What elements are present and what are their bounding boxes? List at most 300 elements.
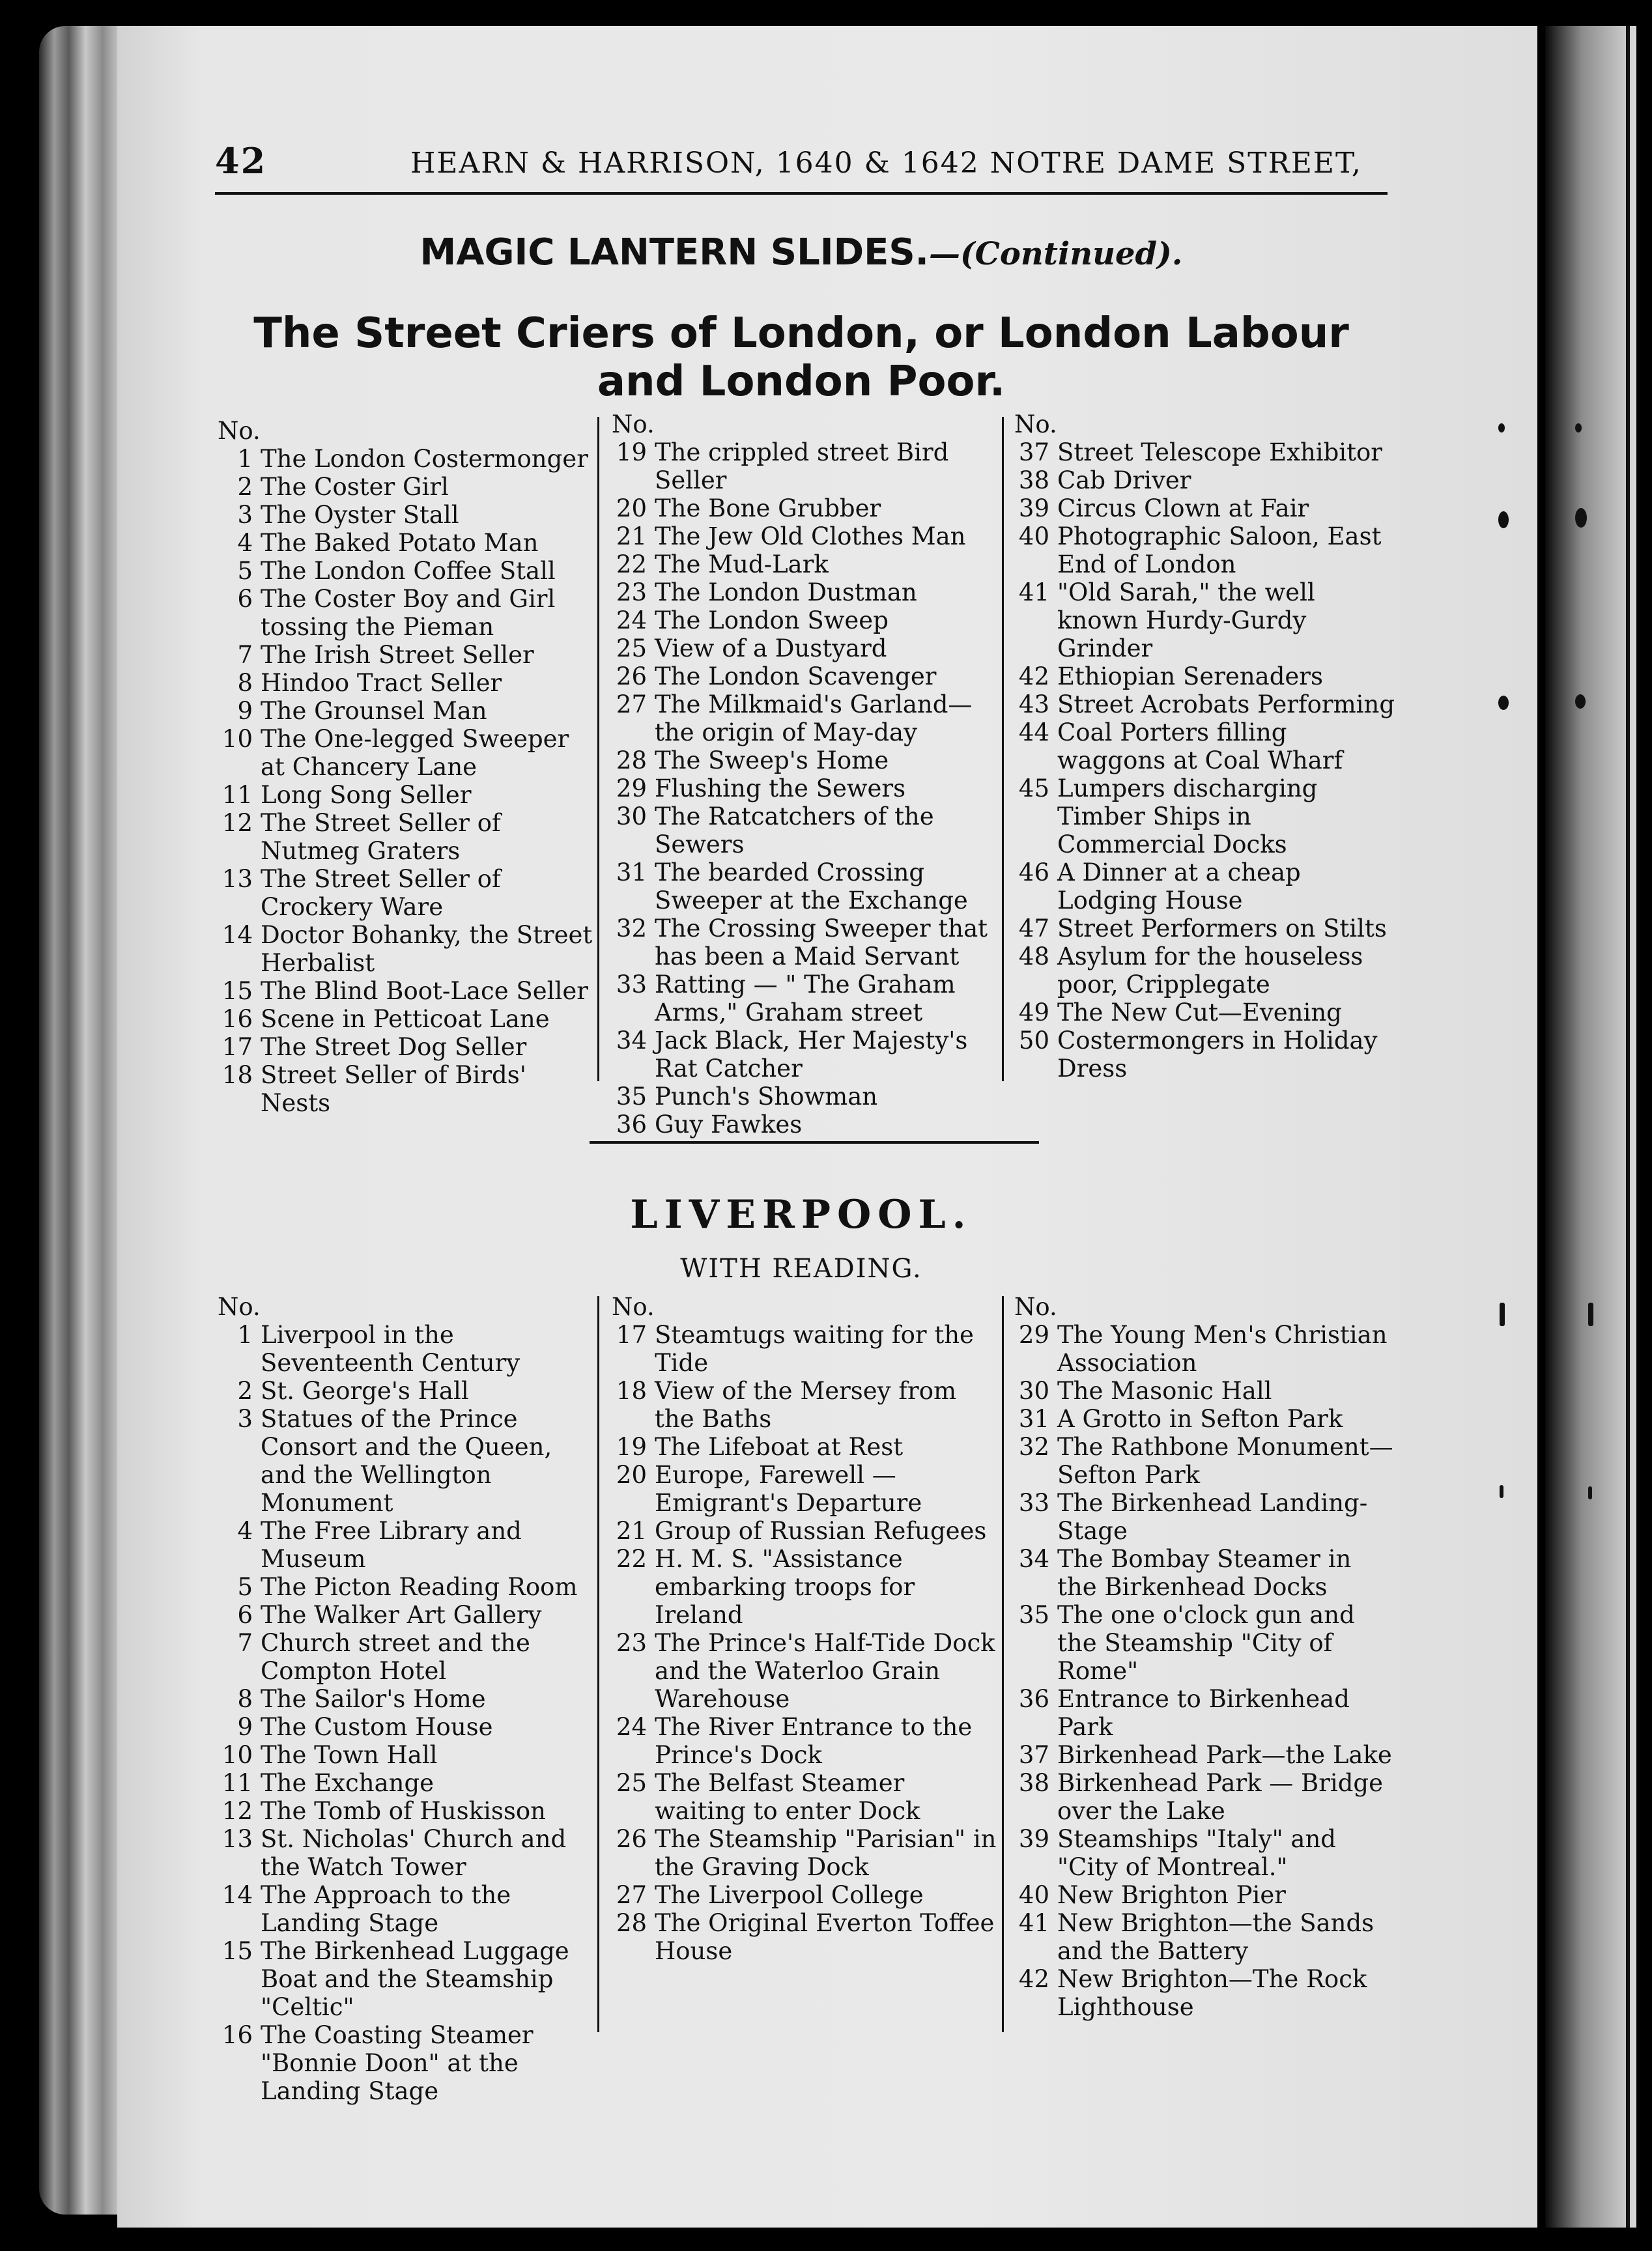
list-item: [1012, 1909, 1396, 1965]
item-number: 12: [221, 1797, 253, 1825]
item-title: The Sweep's Home: [655, 746, 889, 774]
item-number: 4: [237, 1517, 253, 1545]
item-title: Flushing the Sewers: [655, 774, 906, 802]
list-item: [1012, 578, 1396, 662]
item-number: 15: [221, 977, 253, 1005]
list-item: [1012, 1026, 1396, 1083]
item-number: 2: [237, 473, 253, 501]
item-number: 35: [1018, 1601, 1049, 1629]
item-number: 20: [616, 1461, 647, 1489]
item-number: 10: [221, 725, 253, 753]
item-number: 19: [616, 1433, 647, 1461]
list-item: [215, 1517, 593, 1573]
item-title: The Coasting Steamer "Bonnie Doon" at the Landing Stage: [261, 2021, 534, 2105]
list-item: [215, 1321, 593, 1377]
list-item: [215, 1797, 593, 1825]
list-item: [215, 529, 593, 557]
item-number: 24: [616, 606, 647, 634]
item-title: Punch's Showman: [655, 1083, 878, 1111]
column-header: No.: [1014, 410, 1057, 438]
item-title: Ratting — " The Graham Arms," Graham street: [655, 970, 956, 1026]
item-number: 31: [616, 858, 647, 886]
item-title: Street Telescope Exhibitor: [1057, 438, 1382, 466]
london-column-2: [609, 410, 1000, 1139]
item-number: 32: [616, 914, 647, 942]
list-item: [1012, 1489, 1396, 1545]
item-title: The Walker Art Gallery: [261, 1601, 542, 1629]
publisher-line: HEARN & HARRISON, 1640 & 1642 NOTRE DAME STREET,: [410, 147, 1362, 180]
list-item: [609, 970, 1000, 1026]
item-title: Street Performers on Stilts: [1057, 914, 1387, 942]
item-number: 47: [1018, 914, 1049, 942]
item-title: The Tomb of Huskisson: [261, 1797, 546, 1825]
list-item: [609, 1629, 1000, 1713]
item-title: Statues of the Prince Consort and the Queen, and the Wellington Monument: [261, 1405, 552, 1517]
item-title: New Brighton—the Sands and the Battery: [1057, 1909, 1374, 1965]
item-number: 4: [237, 529, 253, 557]
list-item: [1012, 858, 1396, 914]
item-number: 10: [221, 1741, 253, 1769]
item-number: 8: [237, 1685, 253, 1713]
item-number: 5: [237, 1573, 253, 1601]
item-number: 48: [1018, 942, 1049, 970]
list-item: [1012, 774, 1396, 858]
list-item: [609, 690, 1000, 746]
item-number: 29: [616, 774, 647, 802]
item-number: 18: [616, 1377, 647, 1405]
item-title: The Oyster Stall: [261, 501, 459, 529]
item-number: 28: [616, 746, 647, 774]
item-title: The Birkenhead Landing-Stage: [1057, 1489, 1368, 1545]
item-title: The Birkenhead Luggage Boat and the Steamship "Celtic": [261, 1937, 569, 2021]
item-title: The Original Everton Toffee House: [655, 1909, 995, 1965]
list-item: [215, 1741, 593, 1769]
item-title: The Belfast Steamer waiting to enter Dock: [655, 1769, 920, 1825]
running-header: [215, 140, 1388, 186]
item-title: The Sailor's Home: [261, 1685, 486, 1713]
liverpool-column-1: [215, 1293, 593, 2105]
page-number: 42: [215, 140, 267, 182]
list-item: [1012, 494, 1396, 522]
item-title: The Prince's Half-Tide Dock and the Waterloo Grain Warehouse: [655, 1629, 995, 1713]
list-item: [215, 1937, 593, 2021]
item-title: Steamtugs waiting for the Tide: [655, 1321, 974, 1377]
item-title: The Street Seller of Crockery Ware: [261, 865, 501, 921]
list-item: [215, 921, 593, 977]
item-number: 3: [237, 501, 253, 529]
item-title: Liverpool in the Seventeenth Century: [261, 1321, 520, 1377]
item-title: Scene in Petticoat Lane: [261, 1005, 550, 1033]
item-title: The Bombay Steamer in the Birkenhead Docks: [1057, 1545, 1352, 1601]
item-title: Street Seller of Birds' Nests: [261, 1061, 526, 1117]
list-item: [215, 1061, 593, 1117]
item-number: 11: [221, 1769, 253, 1797]
list-item: [1012, 1685, 1396, 1741]
item-title: The Street Seller of Nutmeg Graters: [261, 809, 501, 865]
list-item: [215, 1033, 593, 1061]
item-title: The Blind Boot-Lace Seller: [261, 977, 588, 1005]
list-item: [215, 1629, 593, 1685]
item-number: 22: [616, 550, 647, 578]
list-item: [215, 1769, 593, 1797]
item-number: 27: [616, 1881, 647, 1909]
list-item: [609, 858, 1000, 914]
item-title: Doctor Bohanky, the Street Herbalist: [261, 921, 593, 977]
item-title: Ethiopian Serenaders: [1057, 662, 1323, 690]
item-title: Jack Black, Her Majesty's Rat Catcher: [655, 1026, 968, 1083]
section-divider-rule: [590, 1141, 1039, 1144]
list-item: [609, 1083, 1000, 1111]
list-item: [1012, 998, 1396, 1026]
list-item: [1012, 690, 1396, 718]
list-item: [1012, 914, 1396, 942]
list-item: [1012, 1321, 1396, 1377]
item-title: The Custom House: [261, 1713, 493, 1741]
item-number: 19: [616, 438, 647, 466]
item-title: Entrance to Birkenhead Park: [1057, 1685, 1350, 1741]
item-number: 23: [616, 578, 647, 606]
item-number: 45: [1018, 774, 1049, 802]
item-title: The River Entrance to the Prince's Dock: [655, 1713, 973, 1769]
item-number: 26: [616, 662, 647, 690]
item-title: Group of Russian Refugees: [655, 1517, 987, 1545]
column-divider: [1002, 1296, 1004, 2032]
item-title: The Picton Reading Room: [261, 1573, 578, 1601]
item-title: The Grounsel Man: [261, 697, 487, 725]
item-title: The Free Library and Museum: [261, 1517, 522, 1573]
list-item: [215, 865, 593, 921]
london-column-3: [1012, 410, 1396, 1083]
column-header: No.: [218, 417, 261, 445]
item-number: 36: [1018, 1685, 1049, 1713]
item-number: 33: [1018, 1489, 1049, 1517]
list-item: [215, 473, 593, 501]
item-number: 20: [616, 494, 647, 522]
item-number: 16: [221, 1005, 253, 1033]
item-number: 27: [616, 690, 647, 718]
list-item: [609, 746, 1000, 774]
list-item: [1012, 1601, 1396, 1685]
item-title: The London Dustman: [655, 578, 917, 606]
list-item: [609, 578, 1000, 606]
list-item: [609, 774, 1000, 802]
item-title: Costermongers in Holiday Dress: [1057, 1026, 1378, 1083]
item-number: 41: [1018, 578, 1049, 606]
item-number: 14: [221, 921, 253, 949]
item-title: Photographic Saloon, East End of London: [1057, 522, 1382, 578]
list-item: [609, 1881, 1000, 1909]
item-title: A Grotto in Sefton Park: [1057, 1405, 1343, 1433]
list-item: [1012, 1545, 1396, 1601]
liverpool-column-3: [1012, 1293, 1396, 2021]
item-title: St. George's Hall: [261, 1377, 469, 1405]
list-item: [609, 634, 1000, 662]
item-title: The Crossing Sweeper that has been a Maid Servant: [655, 914, 988, 970]
list-item: [609, 1769, 1000, 1825]
item-number: 26: [616, 1825, 647, 1853]
list-item: [215, 1005, 593, 1033]
item-title: The New Cut—Evening: [1057, 998, 1342, 1026]
item-title: Hindoo Tract Seller: [261, 669, 502, 697]
item-title: The Rathbone Monument—Sefton Park: [1057, 1433, 1393, 1489]
liverpool-column-2: [609, 1293, 1000, 1965]
item-number: 1: [237, 1321, 253, 1349]
list-item: [609, 1433, 1000, 1461]
item-title: Guy Fawkes: [655, 1111, 803, 1139]
list-item: [609, 550, 1000, 578]
column-divider: [597, 1296, 599, 2032]
item-title: The Approach to the Landing Stage: [261, 1881, 511, 1937]
item-title: St. Nicholas' Church and the Watch Tower: [261, 1825, 567, 1881]
item-title: The Young Men's Christian Association: [1057, 1321, 1388, 1377]
item-number: 37: [1018, 438, 1049, 466]
item-title: The Lifeboat at Rest: [655, 1433, 904, 1461]
list-item: [609, 662, 1000, 690]
list-item: [215, 501, 593, 529]
item-number: 39: [1018, 494, 1049, 522]
item-number: 33: [616, 970, 647, 998]
list-item: [215, 1881, 593, 1937]
item-title: New Brighton Pier: [1057, 1881, 1286, 1909]
item-title: The Coster Girl: [261, 473, 449, 501]
item-number: 22: [616, 1545, 647, 1573]
item-number: 3: [237, 1405, 253, 1433]
list-item: [609, 1321, 1000, 1377]
list-item: [609, 1377, 1000, 1433]
list-item: [215, 1377, 593, 1405]
item-title: The One-legged Sweeper at Chancery Lane: [261, 725, 569, 781]
item-number: 17: [221, 1033, 253, 1061]
list-item: [1012, 1881, 1396, 1909]
list-item: [609, 1545, 1000, 1629]
item-title: Street Acrobats Performing: [1057, 690, 1395, 718]
item-number: 49: [1018, 998, 1049, 1026]
item-number: 28: [616, 1909, 647, 1937]
item-number: 34: [616, 1026, 647, 1055]
item-number: 8: [237, 669, 253, 697]
item-title: The Coster Boy and Girl tossing the Pieman: [261, 585, 556, 641]
list-item: [215, 809, 593, 865]
item-number: 44: [1018, 718, 1049, 746]
list-item: [1012, 1433, 1396, 1489]
item-number: 43: [1018, 690, 1049, 718]
list-item: [215, 1685, 593, 1713]
item-number: 13: [221, 865, 253, 893]
item-title: Circus Clown at Fair: [1057, 494, 1309, 522]
item-number: 29: [1018, 1321, 1049, 1349]
item-title: View of a Dustyard: [655, 634, 887, 662]
list-item: [609, 1825, 1000, 1881]
item-number: 25: [616, 1769, 647, 1797]
item-number: 5: [237, 557, 253, 585]
list-item: [609, 1517, 1000, 1545]
item-title: The one o'clock gun and the Steamship "City of Rome": [1057, 1601, 1355, 1685]
item-number: 12: [221, 809, 253, 837]
list-item: [609, 914, 1000, 970]
list-item: [215, 1713, 593, 1741]
item-number: 9: [237, 1713, 253, 1741]
item-title: The London Costermonger: [261, 445, 588, 473]
list-item: [1012, 466, 1396, 494]
item-number: 31: [1018, 1405, 1049, 1433]
list-item: [215, 781, 593, 809]
item-title: The Liverpool College: [655, 1881, 924, 1909]
column-header: No.: [612, 410, 655, 438]
list-item: [1012, 718, 1396, 774]
list-item: [1012, 942, 1396, 998]
liverpool-subtitle: WITH READING.: [680, 1254, 922, 1284]
item-number: 42: [1018, 1965, 1049, 1993]
item-number: 38: [1018, 466, 1049, 494]
item-number: 35: [616, 1083, 647, 1111]
item-title: The Bone Grubber: [655, 494, 881, 522]
item-number: 30: [1018, 1377, 1049, 1405]
item-title: "Old Sarah," the well known Hurdy-Gurdy Grinder: [1057, 578, 1315, 662]
item-title: The Ratcatchers of the Sewers: [655, 802, 934, 858]
item-number: 6: [237, 1601, 253, 1629]
book-binding-edge: [39, 26, 124, 2215]
column-header: No.: [218, 1293, 261, 1321]
item-number: 21: [616, 522, 647, 550]
item-number: 32: [1018, 1433, 1049, 1461]
list-item: [215, 725, 593, 781]
list-item: [1012, 1965, 1396, 2021]
item-number: 50: [1018, 1026, 1049, 1055]
section-title: [215, 231, 1388, 274]
item-title: The Masonic Hall: [1057, 1377, 1272, 1405]
item-number: 2: [237, 1377, 253, 1405]
list-item: [215, 669, 593, 697]
item-number: 37: [1018, 1741, 1049, 1769]
item-title: The Steamship "Parisian" in the Graving Dock: [655, 1825, 997, 1881]
item-title: Cab Driver: [1057, 466, 1191, 494]
item-title: The London Coffee Stall: [261, 557, 556, 585]
section-continued: —(Continued).: [928, 236, 1183, 272]
list-item: [215, 641, 593, 669]
item-number: 41: [1018, 1909, 1049, 1937]
item-number: 14: [221, 1881, 253, 1909]
item-number: 6: [237, 585, 253, 613]
item-title: Long Song Seller: [261, 781, 472, 809]
item-number: 34: [1018, 1545, 1049, 1573]
item-number: 40: [1018, 522, 1049, 550]
item-title: The Milkmaid's Garland—the origin of May-day: [655, 690, 973, 746]
item-title: H. M. S. "Assistance embarking troops for Ireland: [655, 1545, 915, 1629]
list-item: [1012, 1825, 1396, 1881]
list-item: [215, 1573, 593, 1601]
item-number: 13: [221, 1825, 253, 1853]
section-title-text: MAGIC LANTERN SLIDES.: [420, 231, 929, 274]
item-title: The bearded Crossing Sweeper at the Exchange: [655, 858, 968, 914]
list-item: [609, 1026, 1000, 1083]
list-item: [215, 697, 593, 725]
item-number: 40: [1018, 1881, 1049, 1909]
item-number: 46: [1018, 858, 1049, 886]
list-item: [1012, 438, 1396, 466]
item-number: 21: [616, 1517, 647, 1545]
list-item: [609, 1713, 1000, 1769]
list-item: [215, 1825, 593, 1881]
list-item: [609, 606, 1000, 634]
list-item: [609, 1909, 1000, 1965]
item-number: 23: [616, 1629, 647, 1657]
item-title: Steamships "Italy" and "City of Montreal.": [1057, 1825, 1336, 1881]
item-title: Birkenhead Park — Bridge over the Lake: [1057, 1769, 1383, 1825]
list-item: [1012, 1741, 1396, 1769]
item-title: Lumpers discharging Timber Ships in Commercial Docks: [1057, 774, 1318, 858]
item-title: The Irish Street Seller: [261, 641, 534, 669]
item-title: Coal Porters filling waggons at Coal Wharf: [1057, 718, 1343, 774]
column-divider: [597, 417, 599, 1081]
item-title: The London Sweep: [655, 606, 889, 634]
list-item: [215, 445, 593, 473]
item-number: 38: [1018, 1769, 1049, 1797]
item-number: 42: [1018, 662, 1049, 690]
list-item: [1012, 1405, 1396, 1433]
liverpool-title: LIVERPOOL.: [630, 1192, 973, 1238]
list-item: [215, 977, 593, 1005]
item-title: A Dinner at a cheap Lodging House: [1057, 858, 1301, 914]
list-item: [609, 1461, 1000, 1517]
list-item: [609, 1111, 1000, 1139]
item-title: The Jew Old Clothes Man: [655, 522, 966, 550]
column-header: No.: [612, 1293, 655, 1321]
list-item: [215, 1405, 593, 1517]
item-title: The London Scavenger: [655, 662, 937, 690]
item-number: 7: [237, 641, 253, 669]
item-title: Asylum for the houseless poor, Cripplegate: [1057, 942, 1363, 998]
london-column-1: [215, 417, 593, 1117]
item-title: Birkenhead Park—the Lake: [1057, 1741, 1392, 1769]
item-number: 11: [221, 781, 253, 809]
item-title: The Exchange: [261, 1769, 434, 1797]
list-item: [609, 494, 1000, 522]
item-title: New Brighton—The Rock Lighthouse: [1057, 1965, 1367, 2021]
item-number: 9: [237, 697, 253, 725]
item-number: 17: [616, 1321, 647, 1349]
item-number: 1: [237, 445, 253, 473]
item-title: The Baked Potato Man: [261, 529, 539, 557]
column-header: No.: [1014, 1293, 1057, 1321]
item-number: 25: [616, 634, 647, 662]
list-item: [609, 802, 1000, 858]
item-number: 15: [221, 1937, 253, 1965]
list-item: [1012, 1377, 1396, 1405]
list-item: [609, 522, 1000, 550]
item-number: 39: [1018, 1825, 1049, 1853]
list-item: [1012, 662, 1396, 690]
item-title: View of the Mersey from the Baths: [655, 1377, 957, 1433]
header-rule: [215, 192, 1388, 195]
list-item: [215, 1601, 593, 1629]
item-number: 7: [237, 1629, 253, 1657]
item-number: 16: [221, 2021, 253, 2049]
london-heading: The Street Criers of London, or London Labour and London Poor.: [253, 309, 1349, 406]
item-title: The crippled street Bird Seller: [655, 438, 949, 494]
item-title: The Town Hall: [261, 1741, 438, 1769]
list-item: [215, 2021, 593, 2105]
column-divider: [1002, 417, 1004, 1081]
item-number: 30: [616, 802, 647, 830]
item-number: 18: [221, 1061, 253, 1089]
item-number: 36: [616, 1111, 647, 1139]
item-title: Europe, Farewell —Emigrant's Departure: [655, 1461, 922, 1517]
list-item: [215, 585, 593, 641]
item-title: Church street and the Compton Hotel: [261, 1629, 530, 1685]
item-number: 24: [616, 1713, 647, 1741]
list-item: [1012, 522, 1396, 578]
item-title: The Street Dog Seller: [261, 1033, 527, 1061]
